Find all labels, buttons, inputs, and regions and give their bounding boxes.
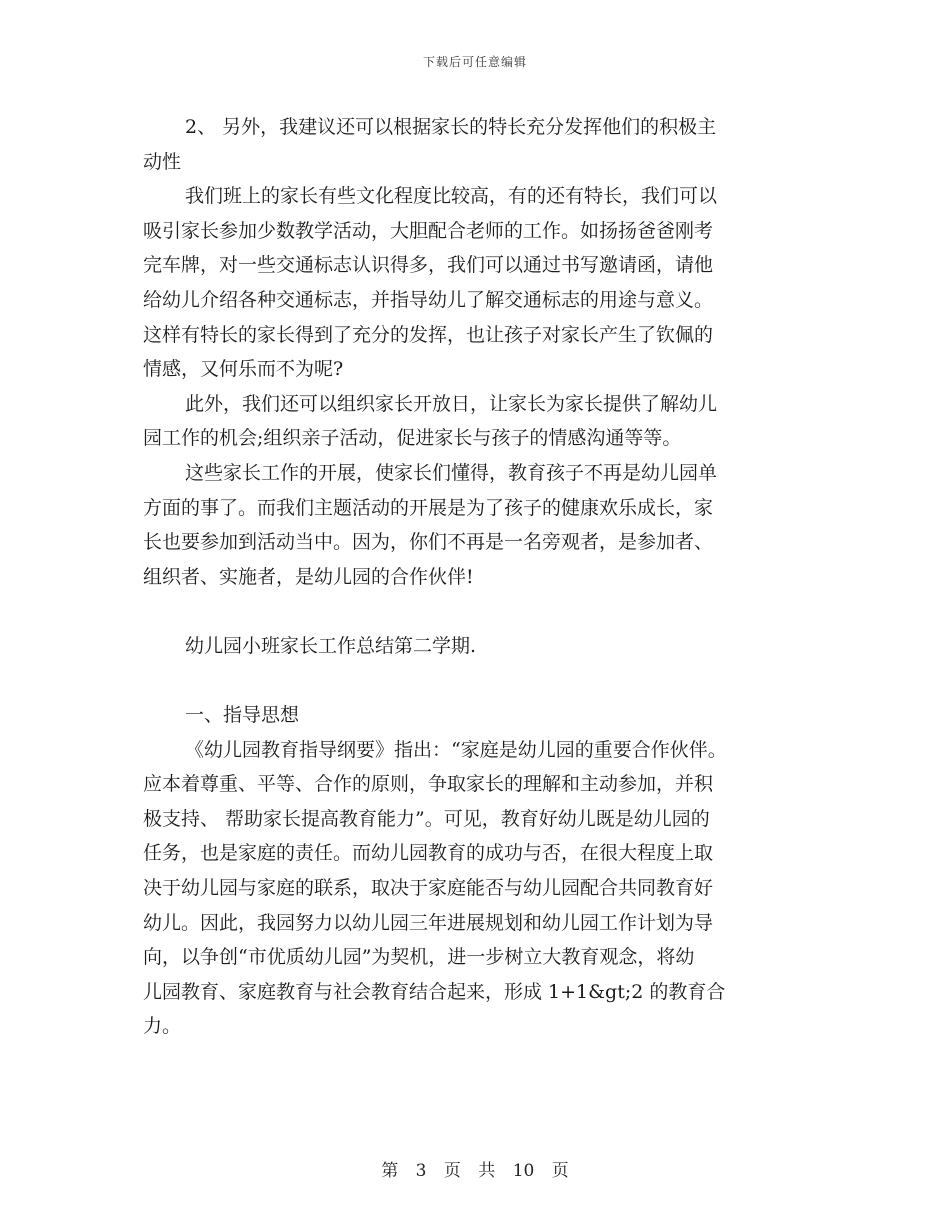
page-footer bbox=[0, 1156, 950, 1181]
text-line: 儿园教育、家庭教育与社会教育结合起来，形成 1+1&gt;2 的教育合 bbox=[143, 980, 726, 1003]
text-line: 长也要参加到活动当中。因为，你们不再是一名旁观者，是参加者、 bbox=[143, 531, 714, 554]
text-line: 2、 另外，我建议还可以根据家长的特长充分发挥他们的积极主 bbox=[185, 116, 717, 138]
paragraph-gap bbox=[143, 594, 823, 629]
footer-suffix: 页 bbox=[551, 1161, 569, 1181]
text-line: 决于幼儿园与家庭的联系，取决于家庭能否与幼儿园配合共同教育好 bbox=[143, 877, 714, 900]
footer-current-page: 3 bbox=[415, 1161, 427, 1181]
paragraph-gap bbox=[143, 664, 823, 699]
text-line: 幼儿园小班家长工作总结第二学期. bbox=[185, 634, 477, 657]
text-line: 给幼儿介绍各种交通标志，并指导幼儿了解交通标志的用途与意义。 bbox=[143, 288, 714, 311]
footer-total-pages: 10 bbox=[512, 1161, 535, 1181]
text-line: 方面的事了。而我们主题活动的开展是为了孩子的健康欢乐成长，家 bbox=[143, 496, 714, 519]
text-line: 完车牌，对一些交通标志认识得多，我们可以通过书写邀请函，请他 bbox=[143, 254, 714, 277]
text-line: 我们班上的家长有些文化程度比较高，有的还有特长，我们可以 bbox=[185, 185, 718, 208]
text-line: 这些家长工作的开展，使家长们懂得，教育孩子不再是幼儿园单 bbox=[185, 461, 718, 484]
header-note: 下载后可任意编辑 bbox=[422, 55, 527, 69]
text-line: 情感，又何乐而不为呢? bbox=[143, 358, 344, 381]
text-line: 《幼儿园教育指导纲要》指出：“家庭是幼儿园的重要合作伙伴。 bbox=[185, 738, 727, 761]
text-line: 此外，我们还可以组织家长开放日，让家长为家长提供了解幼儿 bbox=[185, 392, 718, 415]
text-line: 向，以争创“市优质幼儿园”为契机，进一步树立大教育观念，将幼 bbox=[143, 946, 695, 969]
text-line: 园工作的机会;组织亲子活动，促进家长与孩子的情感沟通等等。 bbox=[143, 427, 682, 450]
text-line: 一、指导思想 bbox=[185, 704, 300, 727]
text-line: 组织者、实施者，是幼儿园的合作伙伴! bbox=[143, 565, 474, 588]
footer-prefix: 第 bbox=[381, 1161, 399, 1181]
text-line: 吸引家长参加少数教学活动，大胆配合老师的工作。如扬扬爸爸刚考 bbox=[143, 219, 714, 242]
text-line: 极支持、 帮助家长提高教育能力”。可见，教育好幼儿既是幼儿园的 bbox=[143, 807, 710, 830]
text-line: 动性 bbox=[143, 150, 182, 173]
text-line: 应本着尊重、平等、合作的原则，争取家长的理解和主动参加，并积 bbox=[143, 773, 714, 796]
document-body bbox=[143, 110, 823, 1044]
text-line: 这样有特长的家长得到了充分的发挥，也让孩子对家长产生了钦佩的 bbox=[143, 323, 714, 346]
text-line: 任务，也是家庭的责任。而幼儿园教育的成功与否，在很大程度上取 bbox=[143, 842, 714, 865]
text-line: 幼儿。因此，我园努力以幼儿园三年进展规划和幼儿园工作计划为导 bbox=[143, 911, 714, 934]
text-line: 力。 bbox=[143, 1015, 182, 1038]
footer-total-word: 共 bbox=[478, 1161, 496, 1181]
footer-page-word: 页 bbox=[443, 1161, 461, 1181]
